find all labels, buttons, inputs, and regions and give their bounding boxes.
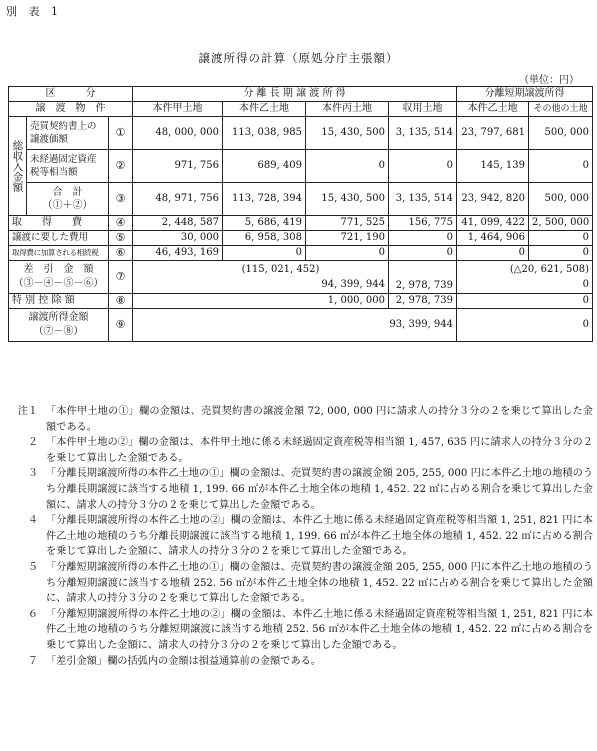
row-label [27, 183, 109, 216]
note-item [8, 654, 593, 670]
unit-label: （単位：円） [519, 75, 579, 86]
special-deduction-short: 0 [457, 294, 593, 309]
short-term-diff-value: 0 [582, 279, 590, 290]
note-number: ６ [27, 608, 38, 620]
short-term-diff-before: (△20, 621, 508) [509, 264, 590, 275]
cell-value: 0 [389, 246, 457, 261]
header-row-2 [9, 102, 593, 117]
row-mark: ⑥ [109, 246, 133, 261]
cell-value: 689, 409 [223, 150, 306, 183]
cell-value: 48, 000, 000 [133, 117, 223, 150]
col-header: 本件乙土地 [457, 102, 529, 117]
cell-value: 3, 135, 514 [389, 117, 457, 150]
table-row [9, 231, 593, 246]
cell-value: 30, 000 [133, 231, 223, 246]
cell-value: 2, 500, 000 [529, 216, 593, 231]
row-label: 特 別 控 除 額 [9, 294, 109, 309]
note-text: 「本件甲土地の①」欄の金額は、売買契約書の譲渡金額 72, 000, 000 円に請求人の持分３分の２を乗じて算出した金額である。 [46, 406, 593, 433]
table-row [9, 261, 593, 294]
row-label: 未経過固定資産税等相当額 [27, 150, 109, 183]
cell-value: 23, 797, 681 [457, 117, 529, 150]
row-mark: ⑤ [109, 231, 133, 246]
table-row [9, 183, 593, 216]
income-long-term: 93, 399, 944 [133, 309, 457, 342]
note-item [8, 466, 593, 513]
sum-label: 合 計 [52, 187, 83, 198]
cell-value: 0 [457, 246, 529, 261]
cell-value: 500, 000 [529, 117, 593, 150]
cell-value: 15, 430, 500 [306, 117, 389, 150]
note-number: ２ [27, 437, 38, 449]
cell-value: 2, 448, 587 [133, 216, 223, 231]
row-label [9, 309, 109, 342]
document-title: 譲渡所得の計算（原処分庁主張額） [198, 51, 399, 65]
row-mark: ⑧ [109, 294, 133, 309]
cell-value: 0 [529, 231, 593, 246]
note-text: 「本件甲土地の②」欄の金額は、本件甲土地に係る未経過固定資産税等相当額 1, 457, 635 円に請求人の持分３分の２を乗じて算出した金額である。 [46, 437, 593, 464]
note-number: 注１ [17, 406, 38, 417]
cell-value: 500, 000 [529, 183, 593, 216]
cell-value: 0 [306, 150, 389, 183]
group-long-term: 分 離 長 期 譲 渡 所 得 [133, 87, 457, 102]
cell-value: 0 [529, 150, 593, 183]
cell-value: 5, 686, 419 [223, 216, 306, 231]
long-term-diff-before: (115, 021, 452) [241, 264, 320, 275]
special-deduction-expro: 2, 978, 739 [389, 294, 457, 309]
cell-value: 0 [389, 231, 457, 246]
sum-formula: （①＋②） [42, 200, 93, 211]
col-header: 本件甲土地 [133, 102, 223, 117]
table-row [9, 246, 593, 261]
cell-value: 0 [306, 246, 389, 261]
total-income-label: 総収入金額 [9, 117, 27, 216]
note-item [8, 607, 593, 654]
cell-value: 1, 464, 906 [457, 231, 529, 246]
item-label: 譲 渡 物 件 [9, 102, 133, 117]
diff-formula: （③－④－⑤－⑥） [13, 278, 104, 289]
notes-section [8, 404, 593, 669]
table-row [9, 150, 593, 183]
row-mark: ③ [109, 183, 133, 216]
note-text: 「分離短期譲渡所得の本件乙土地の②」欄の金額は、本件乙土地に係る未経過固定資産税等相当額 1, 251, 821 円に本件乙土地の地積のうち分離短期譲渡に該当する地積 252. 56 ㎡が本件乙土地全体の地積 1, 452. 22 ㎡に占める割合を乗じて算出した金額に、請求人の持分３分の２を乗じて算出した金額である。 [46, 608, 593, 651]
cell-value: 771, 525 [306, 216, 389, 231]
note-number: ３ [27, 468, 38, 480]
cell-value: 46, 493, 169 [133, 246, 223, 261]
cell-value: 48, 971, 756 [133, 183, 223, 216]
header-row-1 [9, 87, 593, 102]
table-row [9, 294, 593, 309]
cell-value: 41, 099, 422 [457, 216, 529, 231]
row-mark: ④ [109, 216, 133, 231]
cell-value: 113, 728, 394 [223, 183, 306, 216]
calculation-table [8, 86, 593, 342]
short-term-diff-cell [457, 261, 593, 294]
cell-value: 3, 135, 514 [389, 183, 457, 216]
note-text: 「差引金額」欄の括弧内の金額は損益通算前の金額である。 [46, 655, 322, 667]
row-label [9, 261, 109, 294]
note-text: 「分離長期譲渡所得の本件乙土地の①」欄の金額は、売買契約書の譲渡金額 205, 255, 000 円に本件乙土地の地積のうち分離長期譲渡に該当する地積 1, 199. 66 ㎡が本件乙土地全体の地積 1, 452. 22 ㎡に占める割合を乗じて算出した金額に、請求人の持分３分の２を乗じて算出した金額である。 [46, 468, 593, 511]
table-row [9, 309, 593, 342]
cell-value: 0 [223, 246, 306, 261]
row-mark: ① [109, 117, 133, 150]
note-item [8, 404, 593, 435]
cell-value: 0 [389, 150, 457, 183]
note-number: ５ [27, 561, 38, 573]
cell-value: 721, 190 [306, 231, 389, 246]
note-item [8, 435, 593, 466]
cell-value: 6, 958, 308 [223, 231, 306, 246]
annex-header: 別 表 1 [6, 5, 62, 18]
row-label: 取得費に加算される相続税 [9, 246, 109, 261]
col-header: その他の土地 [529, 102, 593, 117]
cell-value: 113, 038, 985 [223, 117, 306, 150]
table-row [9, 216, 593, 231]
col-header: 収用土地 [389, 102, 457, 117]
cell-value: 0 [529, 246, 593, 261]
group-short-term: 分離短期譲渡所得 [457, 87, 593, 102]
long-term-diff-value: 94, 399, 944 [321, 279, 385, 290]
cell-value: 971, 756 [133, 150, 223, 183]
income-formula: （⑦－⑧） [33, 326, 84, 337]
table-row [9, 117, 593, 150]
income-label: 譲渡所得金額 [28, 312, 89, 323]
note-number: ４ [27, 515, 38, 527]
note-number: ７ [27, 655, 38, 667]
row-mark: ⑨ [109, 309, 133, 342]
special-deduction-long: 1, 000, 000 [133, 294, 389, 309]
note-text: 「分離短期譲渡所得の本件乙土地の①」欄の金額は、売買契約書の譲渡金額 205, 255, 000 円に本件乙土地の地積のうち分離短期譲渡に該当する地積 252. 56 ㎡が本件乙土地全体の地積 1, 452. 22 ㎡に占める割合を乗じて算出した金額に、請求人の持分３分の２を乗じて算出した金額である。 [46, 561, 593, 605]
note-text: 「分離長期譲渡所得の本件乙土地の②」欄の金額は、本件乙土地に係る未経過固定資産税等相当額 1, 251, 821 円に本件乙土地の地積のうち分離長期譲渡に該当する地積 1, 199. 66 ㎡が本件乙土地全体の地積 1, 452. 22 ㎡に占める割合を乗じて算出した金額に、請求人の持分３分の２を乗じて算出した金額である。 [46, 515, 593, 558]
note-item [8, 560, 593, 607]
note-item [8, 513, 593, 560]
income-short-term: 0 [457, 309, 593, 342]
col-header: 本件乙土地 [223, 102, 306, 117]
row-label: 売買契約書上の譲渡価額 [27, 117, 109, 150]
cell-value: 145, 139 [457, 150, 529, 183]
corner-cell: 区 分 [9, 87, 133, 102]
long-term-diff-cell [133, 261, 389, 294]
row-mark: ⑦ [109, 261, 133, 294]
diff-label: 差 引 金 額 [23, 264, 94, 275]
cell-value: 156, 775 [389, 216, 457, 231]
expropriation-diff-value: 2, 978, 739 [389, 261, 457, 294]
row-mark: ② [109, 150, 133, 183]
cell-value: 15, 430, 500 [306, 183, 389, 216]
cell-value: 23, 942, 820 [457, 183, 529, 216]
row-label: 取 得 費 [9, 216, 109, 231]
col-header: 本件丙土地 [306, 102, 389, 117]
row-label: 譲渡に要した費用 [9, 231, 109, 246]
